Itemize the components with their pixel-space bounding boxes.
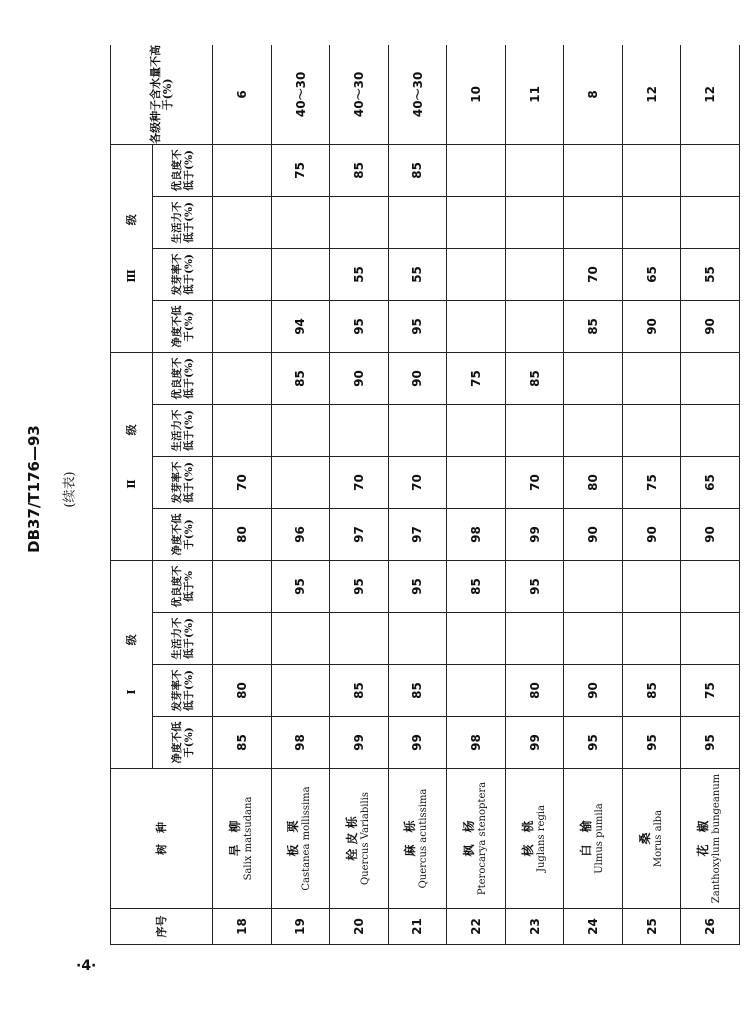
species-latin-name: Ulmus pumila — [594, 803, 606, 874]
value-cell: 98 — [271, 717, 330, 769]
table-row — [564, 45, 623, 945]
value-cell — [213, 248, 272, 300]
value-cell — [622, 560, 681, 612]
sub-soundness: 优良度不低于% — [153, 560, 213, 612]
value-cell: 55 — [330, 248, 389, 300]
row-number: 22 — [447, 909, 506, 945]
standard-code: DB37/T176—93 — [24, 425, 43, 553]
value-cell — [330, 404, 389, 456]
moisture-value: 40～30 — [388, 45, 447, 144]
value-cell: 99 — [330, 717, 389, 769]
value-cell — [447, 144, 506, 196]
value-cell: 85 — [330, 665, 389, 717]
value-cell: 70 — [388, 456, 447, 508]
value-cell: 95 — [271, 560, 330, 612]
value-cell: 90 — [622, 300, 681, 352]
table-row — [330, 45, 389, 945]
table-row — [622, 45, 681, 945]
value-cell — [564, 560, 623, 612]
value-cell — [213, 300, 272, 352]
col-moisture-header: 各级种子含水量不高于(%) — [111, 45, 213, 144]
value-cell — [622, 352, 681, 404]
value-cell: 65 — [681, 456, 740, 508]
species-chinese-name: 栓 皮 栎 — [344, 816, 359, 861]
sub-germination: 发芽率不低于(%) — [153, 248, 213, 300]
value-cell: 80 — [564, 456, 623, 508]
value-cell: 97 — [330, 508, 389, 560]
species-chinese-name: 花 椒 — [696, 820, 711, 857]
moisture-value: 40～30 — [271, 45, 330, 144]
table-row — [213, 45, 272, 945]
value-cell — [447, 300, 506, 352]
value-cell: 90 — [564, 665, 623, 717]
value-cell: 65 — [622, 248, 681, 300]
value-cell: 85 — [213, 717, 272, 769]
continued-label: (续表) — [62, 471, 78, 508]
value-cell — [505, 613, 564, 665]
value-cell — [622, 196, 681, 248]
value-cell: 99 — [505, 717, 564, 769]
species-chinese-name: 白 榆 — [579, 820, 594, 857]
value-cell — [505, 196, 564, 248]
value-cell: 95 — [330, 560, 389, 612]
row-number: 19 — [271, 909, 330, 945]
species-latin-name: Zanthoxylum bungeanum — [711, 773, 723, 904]
row-number: 21 — [388, 909, 447, 945]
value-cell — [622, 404, 681, 456]
value-cell — [505, 248, 564, 300]
value-cell: 95 — [388, 560, 447, 612]
value-cell — [330, 613, 389, 665]
value-cell — [330, 196, 389, 248]
row-number: 26 — [681, 909, 740, 945]
value-cell: 75 — [622, 456, 681, 508]
value-cell — [271, 456, 330, 508]
value-cell: 95 — [388, 300, 447, 352]
species-latin-name: Pterocarya stenoptera — [476, 781, 488, 896]
value-cell: 80 — [213, 508, 272, 560]
value-cell: 90 — [388, 352, 447, 404]
value-cell: 85 — [330, 144, 389, 196]
grade-i-header: Ⅰ 级 — [111, 560, 153, 768]
table-row — [388, 45, 447, 945]
value-cell — [681, 613, 740, 665]
species-latin-name: Quercus acutissima — [418, 788, 430, 889]
value-cell: 70 — [213, 456, 272, 508]
value-cell: 99 — [505, 508, 564, 560]
value-cell — [681, 352, 740, 404]
value-cell: 95 — [505, 560, 564, 612]
row-number: 24 — [564, 909, 623, 945]
value-cell: 85 — [271, 352, 330, 404]
species-chinese-name: 桑 — [637, 832, 652, 845]
value-cell: 70 — [505, 456, 564, 508]
species-latin-name: Castanea mollissima — [301, 786, 313, 891]
table-row — [681, 45, 740, 945]
value-cell — [388, 404, 447, 456]
value-cell: 95 — [681, 717, 740, 769]
value-cell — [271, 404, 330, 456]
col-seq-header: 序号 — [111, 909, 213, 945]
value-cell: 85 — [388, 665, 447, 717]
value-cell — [271, 613, 330, 665]
species-chinese-name: 核 桃 — [520, 820, 535, 857]
species-chinese-name: 板 栗 — [286, 820, 301, 857]
value-cell — [213, 613, 272, 665]
value-cell — [564, 144, 623, 196]
page-number: ·4· — [76, 958, 97, 974]
value-cell: 85 — [622, 665, 681, 717]
moisture-value: 8 — [564, 45, 623, 144]
value-cell — [447, 404, 506, 456]
value-cell — [681, 196, 740, 248]
sub-viability: 生活力不低于(%) — [153, 613, 213, 665]
value-cell — [388, 196, 447, 248]
value-cell: 90 — [681, 508, 740, 560]
value-cell: 80 — [505, 665, 564, 717]
value-cell: 96 — [271, 508, 330, 560]
value-cell: 99 — [388, 717, 447, 769]
moisture-value: 6 — [213, 45, 272, 144]
moisture-value: 11 — [505, 45, 564, 144]
value-cell: 90 — [622, 508, 681, 560]
species-cell — [681, 769, 740, 909]
value-cell — [622, 144, 681, 196]
species-cell — [271, 769, 330, 909]
sub-germination: 发芽率不低于(%) — [153, 665, 213, 717]
species-chinese-name: 麻 栎 — [403, 820, 418, 857]
value-cell: 85 — [505, 352, 564, 404]
seed-quality-table — [110, 45, 740, 945]
value-cell — [271, 248, 330, 300]
sub-viability: 生活力不低于(%) — [153, 196, 213, 248]
value-cell — [271, 196, 330, 248]
species-latin-name: Quercus Variabilis — [359, 791, 371, 886]
value-cell — [388, 613, 447, 665]
value-cell — [681, 144, 740, 196]
value-cell — [447, 456, 506, 508]
species-cell — [622, 769, 681, 909]
value-cell: 94 — [271, 300, 330, 352]
moisture-value: 40～30 — [330, 45, 389, 144]
moisture-value: 12 — [681, 45, 740, 144]
value-cell: 95 — [564, 717, 623, 769]
value-cell: 80 — [213, 665, 272, 717]
value-cell: 75 — [681, 665, 740, 717]
value-cell — [564, 196, 623, 248]
row-number: 25 — [622, 909, 681, 945]
value-cell: 85 — [447, 560, 506, 612]
value-cell — [505, 144, 564, 196]
value-cell — [564, 613, 623, 665]
value-cell: 75 — [447, 352, 506, 404]
species-chinese-name: 枫 杨 — [461, 820, 476, 857]
species-cell — [330, 769, 389, 909]
species-latin-name: Salix matsudana — [242, 796, 254, 881]
value-cell — [213, 196, 272, 248]
value-cell — [564, 404, 623, 456]
species-chinese-name: 旱 柳 — [227, 820, 242, 857]
value-cell — [681, 560, 740, 612]
value-cell: 90 — [564, 508, 623, 560]
species-latin-name: Morus alba — [652, 809, 664, 868]
value-cell — [213, 144, 272, 196]
value-cell: 75 — [271, 144, 330, 196]
sub-viability: 生活力不低于(%) — [153, 404, 213, 456]
sub-purity: 净度不低于(%) — [153, 508, 213, 560]
value-cell — [213, 404, 272, 456]
value-cell: 85 — [564, 300, 623, 352]
value-cell — [447, 248, 506, 300]
species-cell — [505, 769, 564, 909]
sub-purity: 净度不低于(%) — [153, 300, 213, 352]
value-cell: 85 — [388, 144, 447, 196]
species-cell — [213, 769, 272, 909]
value-cell — [271, 665, 330, 717]
value-cell — [505, 404, 564, 456]
value-cell: 55 — [681, 248, 740, 300]
species-latin-name: Juglans regia — [535, 804, 547, 873]
grade-iii-header: Ⅲ 级 — [111, 144, 153, 352]
species-cell — [564, 769, 623, 909]
species-cell — [388, 769, 447, 909]
row-number: 20 — [330, 909, 389, 945]
moisture-value: 12 — [622, 45, 681, 144]
table-row — [505, 45, 564, 945]
value-cell: 70 — [564, 248, 623, 300]
row-number: 23 — [505, 909, 564, 945]
value-cell — [447, 613, 506, 665]
sub-soundness: 优良度不低于(%) — [153, 352, 213, 404]
value-cell — [505, 300, 564, 352]
moisture-value: 10 — [447, 45, 506, 144]
species-cell — [447, 769, 506, 909]
value-cell: 90 — [330, 352, 389, 404]
value-cell: 70 — [330, 456, 389, 508]
value-cell — [681, 404, 740, 456]
value-cell — [213, 560, 272, 612]
value-cell: 90 — [681, 300, 740, 352]
value-cell: 98 — [447, 508, 506, 560]
grade-ii-header: Ⅱ 级 — [111, 352, 153, 560]
table-row — [447, 45, 506, 945]
value-cell — [447, 196, 506, 248]
value-cell: 95 — [622, 717, 681, 769]
col-species-header: 树 种 — [111, 769, 213, 909]
value-cell — [213, 352, 272, 404]
value-cell — [564, 352, 623, 404]
table-row — [271, 45, 330, 945]
value-cell: 98 — [447, 717, 506, 769]
value-cell — [447, 665, 506, 717]
value-cell — [622, 613, 681, 665]
sub-germination: 发芽率不低于(%) — [153, 456, 213, 508]
sub-soundness: 优良度不低于(%) — [153, 144, 213, 196]
sub-purity: 净度不低于(%) — [153, 717, 213, 769]
row-number: 18 — [213, 909, 272, 945]
value-cell: 55 — [388, 248, 447, 300]
value-cell: 97 — [388, 508, 447, 560]
value-cell: 95 — [330, 300, 389, 352]
